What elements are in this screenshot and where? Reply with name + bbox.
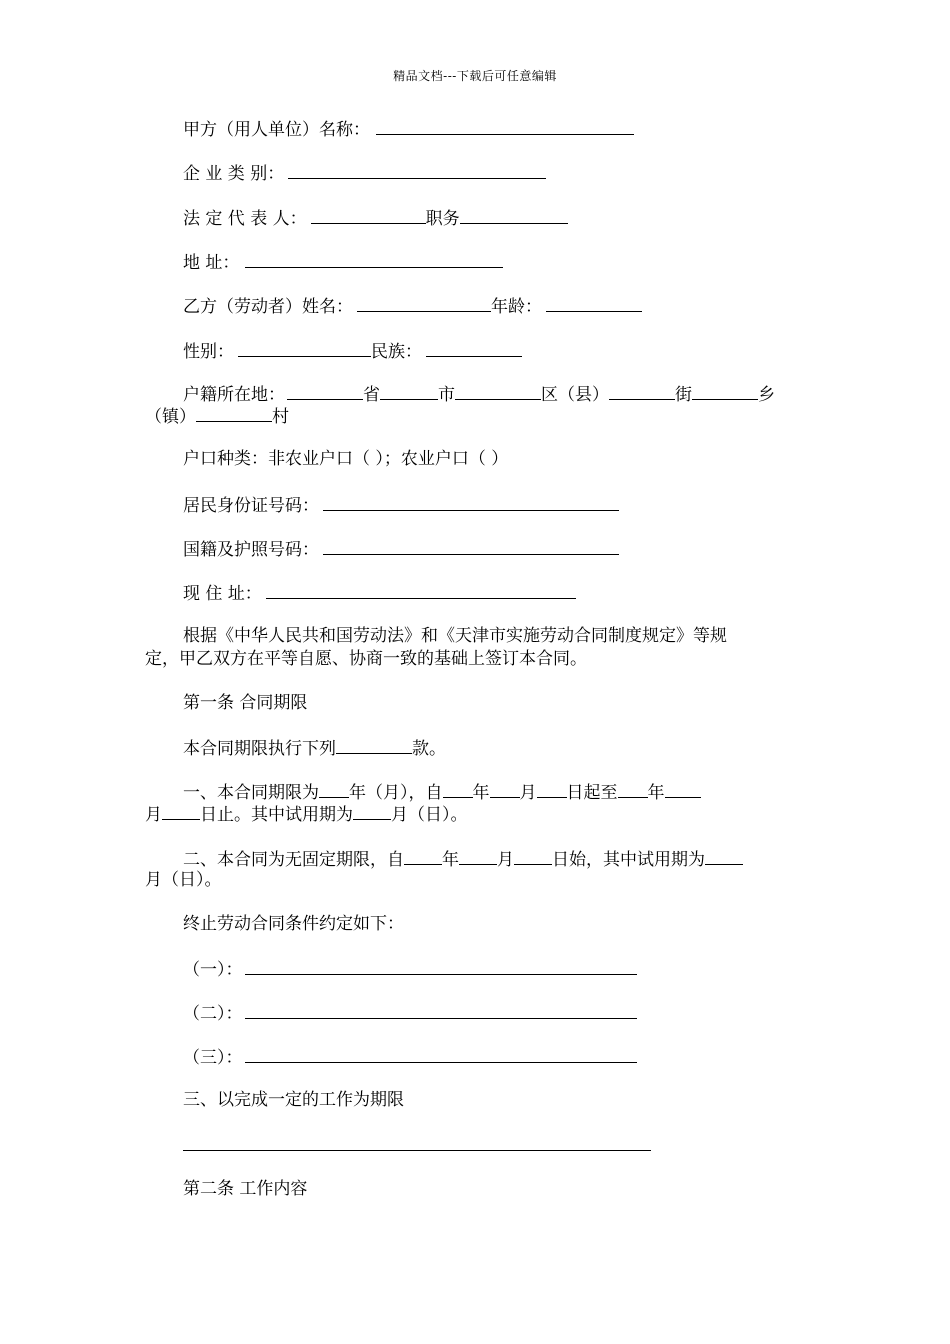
termination-blank[interactable] [245,1045,637,1063]
term-prefix: 本合同期限执行下列 [183,739,336,759]
task-term-blank[interactable] [183,1133,651,1151]
street-blank[interactable] [609,382,675,400]
article-2-title: 第二条 工作内容 [183,1179,308,1199]
city-label: 市 [438,385,455,405]
age-label: 年龄： [491,297,542,317]
fixed-term-text: 月（日）。 [391,805,468,825]
current-address-label: 现 住 址： [183,584,262,604]
party-a-name-line [183,117,634,141]
hukou-type-line: 户口种类：非农业户口（ ）；农业户口（ ） [183,449,509,469]
termination-item-1 [183,957,637,981]
enterprise-type-label: 企 业 类 别： [183,164,285,184]
hukou-label: 户籍所在地： [183,385,285,405]
open-term-line-1 [183,847,743,871]
gender-blank[interactable] [238,339,371,357]
enterprise-type-blank[interactable] [288,161,546,179]
gender-line [183,339,522,363]
task-term-line [183,1133,651,1157]
hukou-line-2 [145,404,289,428]
party-a-name-label: 甲方（用人单位）名称： [183,120,370,140]
fixed-term-text: 年 [472,783,490,803]
blank[interactable] [618,780,648,798]
open-term-text: 日始，其中试用期为 [552,850,705,870]
open-term-line-2: 月（日）。 [145,870,222,890]
id-label: 居民身份证号码： [183,496,319,516]
party-a-name-blank[interactable] [376,117,634,135]
blank[interactable] [162,802,200,820]
address-blank[interactable] [245,250,503,268]
preamble-line-1: 根据《中华人民共和国劳动法》和《天津市实施劳动合同制度规定》等规 [183,626,727,646]
hukou-line-1 [183,382,775,406]
street-label: 街 [675,385,692,405]
blank[interactable] [319,780,349,798]
enterprise-type-line [183,161,546,185]
termination-item-2 [183,1001,637,1025]
province-label: 省 [363,385,380,405]
current-address-blank[interactable] [266,581,576,599]
preamble-line-2: 定，甲乙双方在平等自愿、协商一致的基础上签订本合同。 [145,649,587,669]
fixed-term-text: 年（月），自 [349,783,443,803]
fixed-term-text: 年 [647,783,665,803]
blank[interactable] [443,780,473,798]
fixed-term-line-1 [183,780,701,804]
id-line [183,493,619,517]
party-b-name-blank[interactable] [357,294,491,312]
fixed-term-text: 月 [145,805,162,825]
gender-label: 性别： [183,342,234,362]
termination-blank[interactable] [245,1001,637,1019]
fixed-term-text: 日止。其中试用期为 [200,805,353,825]
termination-item-label: （三）： [183,1048,243,1068]
termination-item-label: （二）： [183,1004,243,1024]
party-b-name-label: 乙方（劳动者）姓名： [183,297,353,317]
fixed-term-text: 月 [519,783,537,803]
fixed-term-line-2 [145,802,468,826]
blank[interactable] [459,847,497,865]
current-address-line [183,581,576,605]
open-term-text: 月 [497,850,514,870]
termination-blank[interactable] [245,957,637,975]
age-blank[interactable] [546,294,642,312]
open-term-text: 二、本合同为无固定期限，自 [183,850,404,870]
district-blank[interactable] [455,382,541,400]
legal-rep-line [183,206,568,230]
blank[interactable] [353,802,391,820]
fixed-term-text: 日起至 [566,783,618,803]
village-label: 村 [272,407,289,427]
position-blank[interactable] [460,206,568,224]
term-clause-blank[interactable] [336,736,412,754]
passport-blank[interactable] [323,537,619,555]
article-1-title: 第一条 合同期限 [183,693,308,713]
township-label: 乡 [758,385,775,405]
ethnic-blank[interactable] [426,339,522,357]
legal-rep-blank[interactable] [311,206,426,224]
province-blank[interactable] [287,382,363,400]
term-line [183,736,446,760]
town-label: （镇） [145,407,196,427]
term-suffix: 款。 [412,739,446,759]
termination-item-label: （一）： [183,960,243,980]
legal-rep-label: 法 定 代 表 人： [183,209,307,229]
open-term-text: 年 [442,850,459,870]
page-header: 精品文档---下载后可任意编辑 [393,69,557,83]
blank[interactable] [514,847,552,865]
village-blank[interactable] [196,404,272,422]
id-blank[interactable] [323,493,619,511]
address-label: 地 址： [183,253,240,273]
termination-item-3 [183,1045,637,1069]
party-b-name-line [183,294,642,318]
township-blank[interactable] [692,382,758,400]
fixed-term-text: 一、本合同期限为 [183,783,319,803]
blank[interactable] [490,780,520,798]
passport-line [183,537,619,561]
ethnic-label: 民族： [371,342,422,362]
city-blank[interactable] [380,382,438,400]
task-term-label: 三、以完成一定的工作为期限 [183,1090,404,1110]
termination-label: 终止劳动合同条件约定如下： [183,914,404,934]
district-label: 区（县） [541,385,609,405]
position-label: 职务 [425,209,460,229]
passport-label: 国籍及护照号码： [183,540,319,560]
blank[interactable] [404,847,442,865]
blank[interactable] [537,780,567,798]
blank[interactable] [705,847,743,865]
address-line [183,250,503,274]
blank[interactable] [665,780,701,798]
